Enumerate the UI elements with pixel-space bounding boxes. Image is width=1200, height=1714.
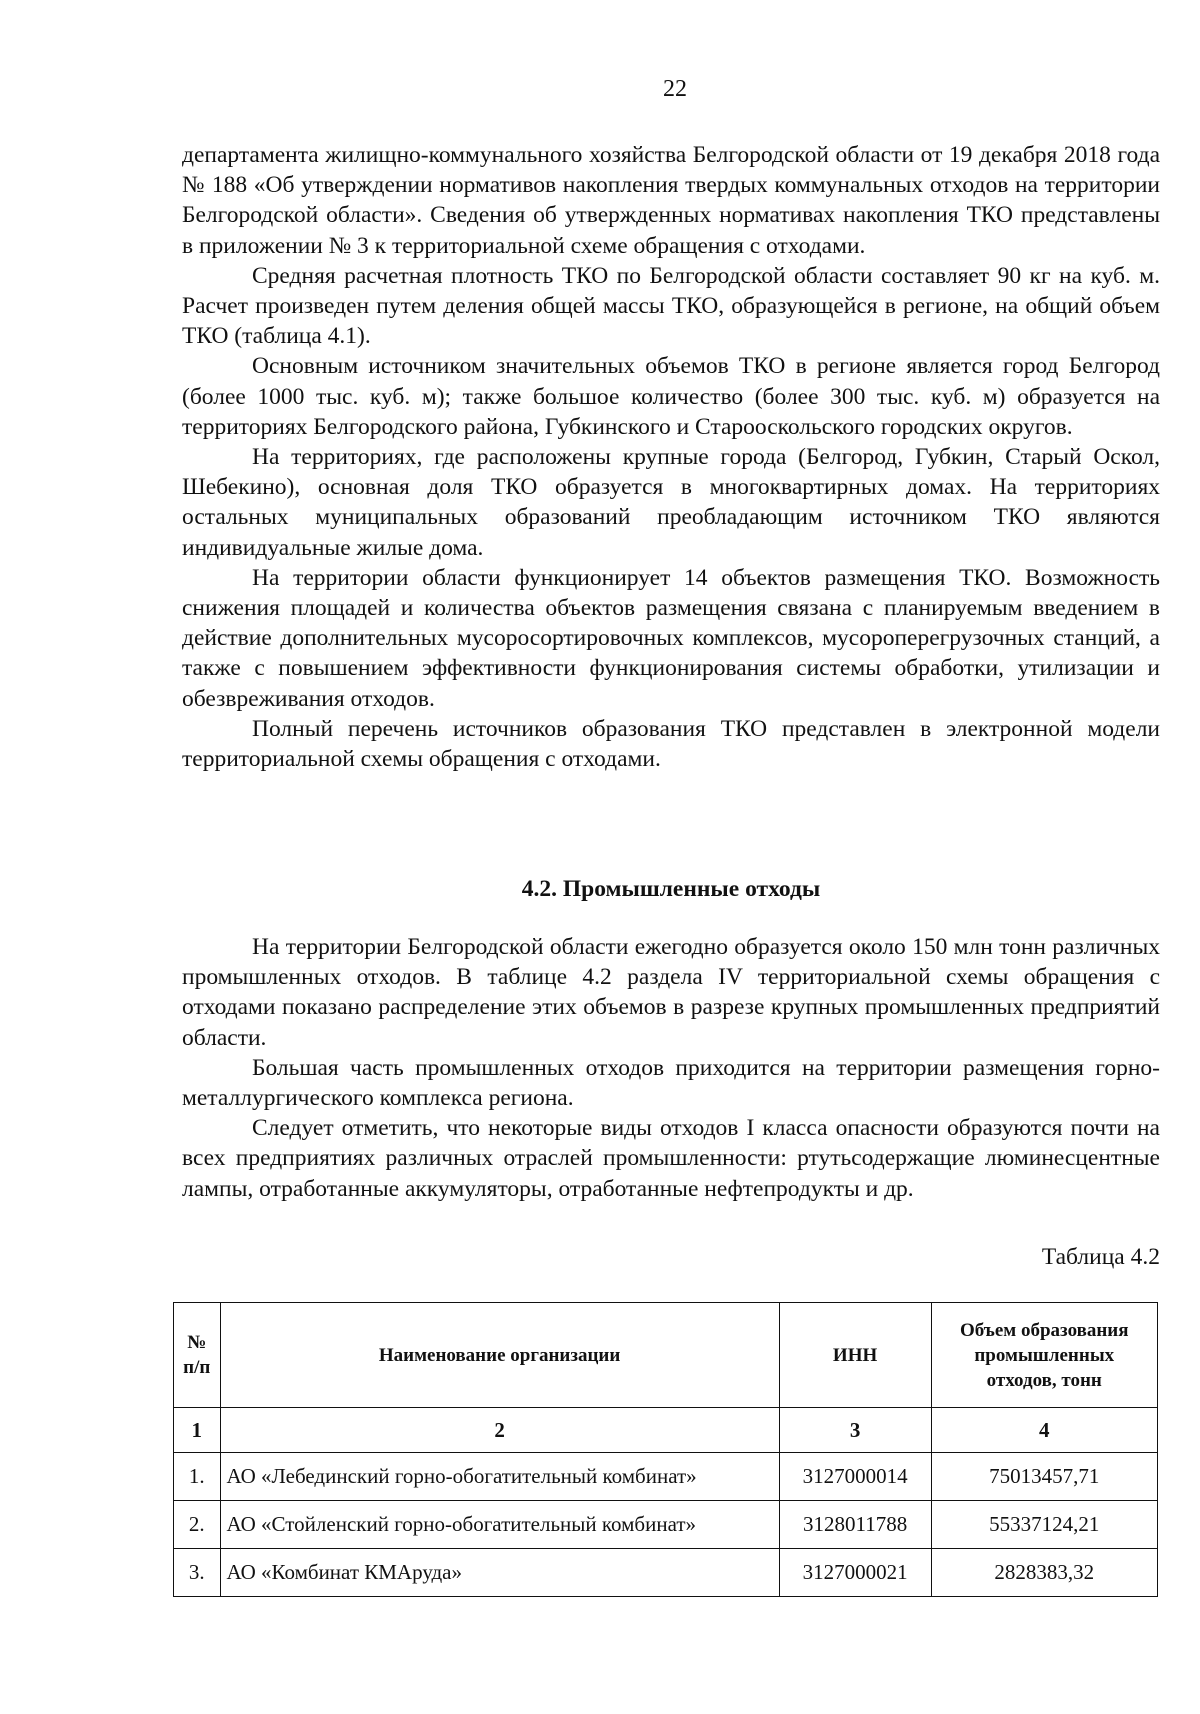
paragraph: департамента жилищно-коммунального хозяйства Белгородской области от 19 декабря 2018 года № 188 «Об утверждении нормативов накопления твердых коммунальных отходов на территории Белгородской области». Сведения об утвержденных нормативах накопления ТКО представлены в приложении № 3 к территориальной схеме обращения с отходами. <box>182 142 1160 259</box>
paragraph: Средняя расчетная плотность ТКО по Белгородской области составляет 90 кг на куб. м. Расчет произведен путем деления общей массы ТКО, образующейся в регионе, на общий объем ТКО (таблица 4.1). <box>182 262 1160 350</box>
inn-value: 3128011788 <box>779 1501 931 1549</box>
column-number-row <box>174 1408 1158 1453</box>
organization-name: АО «Комбинат КМАруда» <box>220 1549 779 1597</box>
paragraph: Большая часть промышленных отходов приходится на территории размещения горно-металлургического комплекса региона. <box>182 1054 1160 1112</box>
paragraph: Следует отметить, что некоторые виды отходов I класса опасности образуются почти на всех предприятиях различных отраслей промышленности: ртутьсодержащие люминесцентные лампы, отработанные аккумуляторы, отработанные нефтепродукты и др. <box>182 1115 1160 1202</box>
table-caption: Таблица 4.2 <box>1041 1244 1160 1270</box>
header-organization: Наименование организации <box>220 1303 779 1408</box>
paragraph: На территориях, где расположены крупные города (Белгород, Губкин, Старый Оскол, Шебекино), основная доля ТКО образуется в многоквартирных домах. На территориях остальных муниципальных образований преобладающим источником ТКО являются индивидуальные жилые дома. <box>182 444 1160 561</box>
row-number: 1. <box>174 1453 221 1501</box>
row-number: 3. <box>174 1549 221 1597</box>
organization-name: АО «Лебединский горно-обогатительный комбинат» <box>220 1453 779 1501</box>
header-inn: ИНН <box>779 1303 931 1408</box>
volume-value: 75013457,71 <box>931 1453 1157 1501</box>
header-volume-line1: Объем образования <box>959 1319 1129 1341</box>
row-number: 2. <box>174 1501 221 1549</box>
body-text-section-2 <box>182 932 1160 1204</box>
page-number: 22 <box>663 76 687 102</box>
column-number: 1 <box>174 1408 221 1453</box>
organization-name: АО «Стойленский горно-обогатительный комбинат» <box>220 1501 779 1549</box>
paragraph: На территории области функционирует 14 объектов размещения ТКО. Возможность снижения площадей и количества объектов размещения связана с планируемым введением в действие дополнительных мусоросортировочных комплексов, мусороперегрузочных станций, а также с повышением эффективности функционирования системы обработки, утилизации и обезвреживания отходов. <box>182 564 1160 712</box>
table-row <box>174 1453 1158 1501</box>
body-text-section <box>182 140 1160 774</box>
column-number: 2 <box>220 1408 779 1453</box>
column-number: 4 <box>931 1408 1157 1453</box>
table-row <box>174 1501 1158 1549</box>
header-volume-line3: отходов, тонн <box>986 1369 1102 1391</box>
volume-value: 55337124,21 <box>931 1501 1157 1549</box>
inn-value: 3127000014 <box>779 1453 931 1501</box>
header-volume <box>931 1303 1157 1408</box>
header-number <box>174 1303 221 1408</box>
column-number: 3 <box>779 1408 931 1453</box>
header-number-line1: № <box>187 1332 207 1353</box>
table-header-row <box>174 1303 1158 1408</box>
paragraph: Полный перечень источников образования ТКО представлен в электронной модели территориальной схемы обращения с отходами. <box>182 715 1160 773</box>
inn-value: 3127000021 <box>779 1549 931 1597</box>
paragraph: На территории Белгородской области ежегодно образуется около 150 млн тонн различных промышленных отходов. В таблице 4.2 раздела IV территориальной схемы обращения с отходами показано распределение этих объемов в разрезе крупных промышленных предприятий области. <box>182 934 1160 1051</box>
paragraph: Основным источником значительных объемов ТКО в регионе является город Белгород (более 1000 тыс. куб. м); также большое количество (более 300 тыс. куб. м) образуется на территориях Белгородского района, Губкинского и Старооскольского городских округов. <box>182 353 1160 440</box>
section-heading: 4.2. Промышленные отходы <box>521 876 821 902</box>
industrial-waste-table <box>173 1302 1158 1597</box>
table-row <box>174 1549 1158 1597</box>
volume-value: 2828383,32 <box>931 1549 1157 1597</box>
header-number-line2: п/п <box>183 1357 211 1378</box>
header-volume-line2: промышленных <box>974 1344 1115 1366</box>
